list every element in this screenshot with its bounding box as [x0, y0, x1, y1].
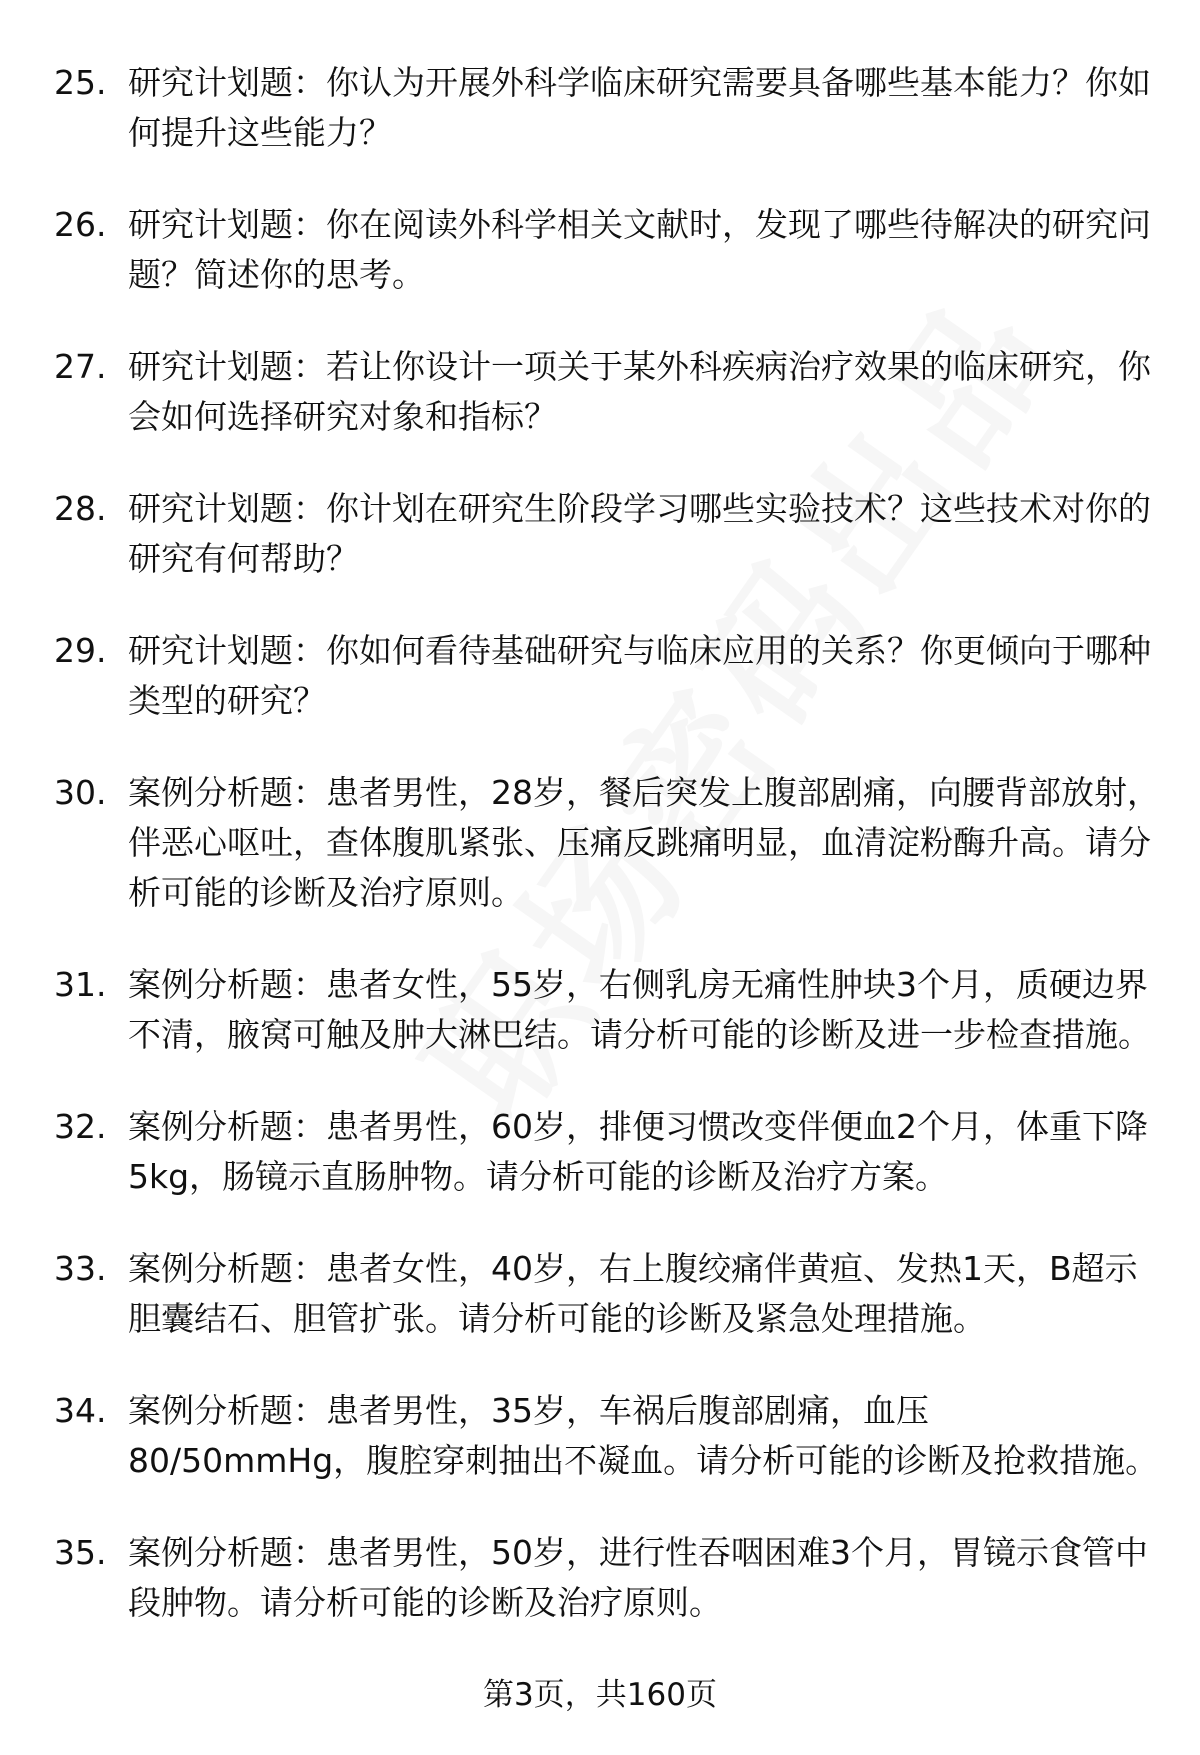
question-list [54, 58, 1164, 1670]
question-text: 案例分析题：患者男性，50岁，进行性吞咽困难3个月，胃镜示食管中段肿物。请分析可能的诊断及治疗原则。 [128, 1533, 1148, 1622]
question-item-29 [54, 626, 1164, 726]
question-number: 30. [54, 773, 107, 812]
question-number: 27. [54, 347, 107, 386]
question-number: 32. [54, 1107, 107, 1146]
question-item-32 [54, 1102, 1164, 1202]
question-text: 案例分析题：患者男性，28岁，餐后突发上腹部剧痛，向腰背部放射，伴恶心呕吐，查体腹肌紧张、压痛反跳痛明显，血清淀粉酶升高。请分析可能的诊断及治疗原则。 [128, 773, 1160, 912]
question-number: 29. [54, 631, 107, 670]
question-text: 案例分析题：患者女性，55岁，右侧乳房无痛性肿块3个月，质硬边界不清，腋窝可触及肿大淋巴结。请分析可能的诊断及进一步检查措施。 [128, 965, 1151, 1054]
question-text: 研究计划题：你如何看待基础研究与临床应用的关系？你更倾向于哪种类型的研究？ [128, 631, 1151, 720]
question-item-34 [54, 1386, 1164, 1486]
question-item-26 [54, 200, 1164, 300]
question-item-27 [54, 342, 1164, 442]
question-number: 31. [54, 965, 107, 1004]
question-text: 研究计划题：你在阅读外科学相关文献时，发现了哪些待解决的研究问题？简述你的思考。 [128, 205, 1151, 294]
question-text: 案例分析题：患者男性，35岁，车祸后腹部剧痛，血压80/50mmHg，腹腔穿刺抽出不凝血。请分析可能的诊断及抢救措施。 [128, 1391, 1159, 1480]
question-number: 35. [54, 1533, 107, 1572]
question-text: 研究计划题：若让你设计一项关于某外科疾病治疗效果的临床研究，你会如何选择研究对象和指标？ [128, 347, 1151, 436]
question-number: 28. [54, 489, 107, 528]
question-item-35 [54, 1528, 1164, 1628]
page-number: 第3页，共160页 [483, 1677, 717, 1713]
question-text: 研究计划题：你计划在研究生阶段学习哪些实验技术？这些技术对你的研究有何帮助？ [128, 489, 1151, 578]
question-item-33 [54, 1244, 1164, 1344]
question-number: 25. [54, 63, 107, 102]
question-text: 案例分析题：患者男性，60岁，排便习惯改变伴便血2个月，体重下降5kg，肠镜示直肠肿物。请分析可能的诊断及治疗方案。 [128, 1107, 1148, 1196]
question-item-25 [54, 58, 1164, 158]
question-number: 34. [54, 1391, 107, 1430]
question-number: 26. [54, 205, 107, 244]
question-number: 33. [54, 1249, 107, 1288]
question-item-31 [54, 960, 1164, 1060]
question-item-30 [54, 768, 1164, 918]
question-text: 研究计划题：你认为开展外科学临床研究需要具备哪些基本能力？你如何提升这些能力？ [128, 63, 1151, 152]
question-item-28 [54, 484, 1164, 584]
question-text: 案例分析题：患者女性，40岁，右上腹绞痛伴黄疸、发热1天，B超示胆囊结石、胆管扩张。请分析可能的诊断及紧急处理措施。 [128, 1249, 1138, 1338]
